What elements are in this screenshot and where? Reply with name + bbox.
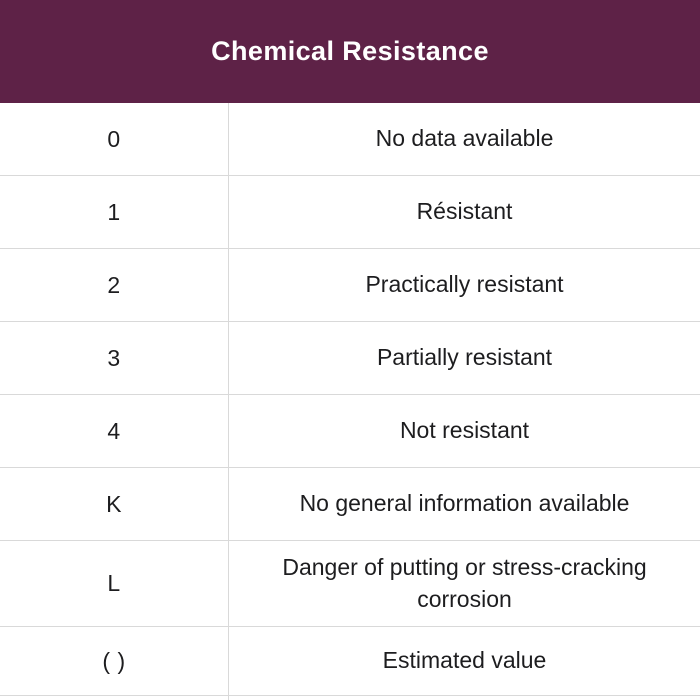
description-text: Estimated value xyxy=(382,647,547,674)
table-row xyxy=(0,541,700,627)
code-cell: 2 xyxy=(0,249,229,321)
description-cell xyxy=(229,176,700,248)
description-cell xyxy=(229,627,700,695)
table-row xyxy=(0,322,700,395)
description-cell xyxy=(229,468,700,540)
description-text: No general information available xyxy=(299,490,630,517)
code-cell: ( ) xyxy=(0,627,229,695)
description-cell xyxy=(229,103,700,175)
description-text: Partially resistant xyxy=(376,344,553,371)
code-cell: 4 xyxy=(0,395,229,467)
description-cell xyxy=(229,249,700,321)
description-cell xyxy=(229,322,700,394)
description-text: Résistant xyxy=(416,198,513,225)
table-row xyxy=(0,468,700,541)
code-cell-empty xyxy=(0,696,229,700)
code-cell: K xyxy=(0,468,229,540)
description-text: Danger of putting or stress-cracking corrosion xyxy=(282,554,647,612)
description-text: No data available xyxy=(375,125,554,152)
description-cell xyxy=(229,541,700,626)
code-cell: 3 xyxy=(0,322,229,394)
page-title: Chemical Resistance xyxy=(211,36,489,66)
table-row xyxy=(0,627,700,696)
code-cell: 1 xyxy=(0,176,229,248)
description-text: Practically resistant xyxy=(365,271,564,298)
code-cell: 0 xyxy=(0,103,229,175)
description-text: Not resistant xyxy=(399,417,530,444)
table-row xyxy=(0,103,700,176)
table-row xyxy=(0,249,700,322)
table-header xyxy=(0,0,700,103)
table-row xyxy=(0,395,700,468)
table-row-partial xyxy=(0,696,700,700)
description-cell-empty xyxy=(229,696,700,700)
table-row xyxy=(0,176,700,249)
code-cell: L xyxy=(0,541,229,626)
description-cell xyxy=(229,395,700,467)
